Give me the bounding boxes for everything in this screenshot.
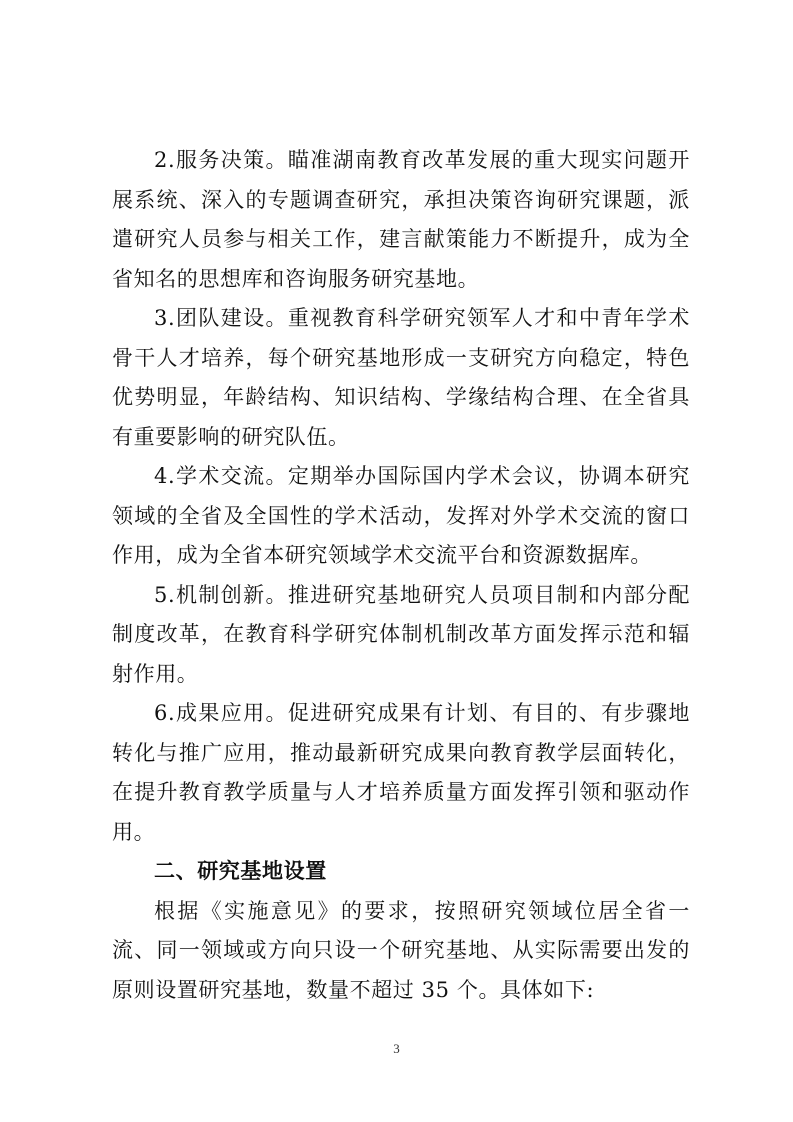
page-number: 3: [393, 1041, 400, 1056]
paragraph-result-application: 6.成果应用。促进研究成果有计划、有目的、有步骤地转化与推广应用，推动最新研究成果向教育教学层面转化，在提升教育教学质量与人才培养质量方面发挥引领和驱动作用。: [112, 701, 690, 844]
paragraph-service-decision: 2.服务决策。瞄准湖南教育改革发展的重大现实问题开展系统、深入的专题调查研究，承担决策咨询研究课题，派遣研究人员参与相关工作，建言献策能力不断提升，成为全省知名的思想库和咨询服务研究基地。: [112, 148, 690, 291]
paragraph-team-building: 3.团队建设。重视教育科学研究领军人才和中青年学术骨干人才培养，每个研究基地形成一支研究方向稳定，特色优势明显，年龄结构、知识结构、学缘结构合理、在全省具有重要影响的研究队伍。: [112, 306, 690, 449]
paragraph-base-setup: 根据《实施意见》的要求，按照研究领域位居全省一流、同一领域或方向只设一个研究基地、从实际需要出发的原则设置研究基地，数量不超过 35 个。具体如下:: [112, 898, 690, 1002]
paragraph-mechanism-innovation: 5.机制创新。推进研究基地研究人员项目制和内部分配制度改革，在教育科学研究体制机制改革方面发挥示范和辐射作用。: [112, 582, 690, 686]
page-body: [112, 141, 690, 1010]
paragraph-academic-exchange: 4.学术交流。定期举办国际国内学术会议，协调本研究领域的全省及全国性的学术活动，发挥对外学术交流的窗口作用，成为全省本研究领域学术交流平台和资源数据库。: [112, 464, 690, 567]
section-heading: 二、研究基地设置: [154, 859, 327, 883]
